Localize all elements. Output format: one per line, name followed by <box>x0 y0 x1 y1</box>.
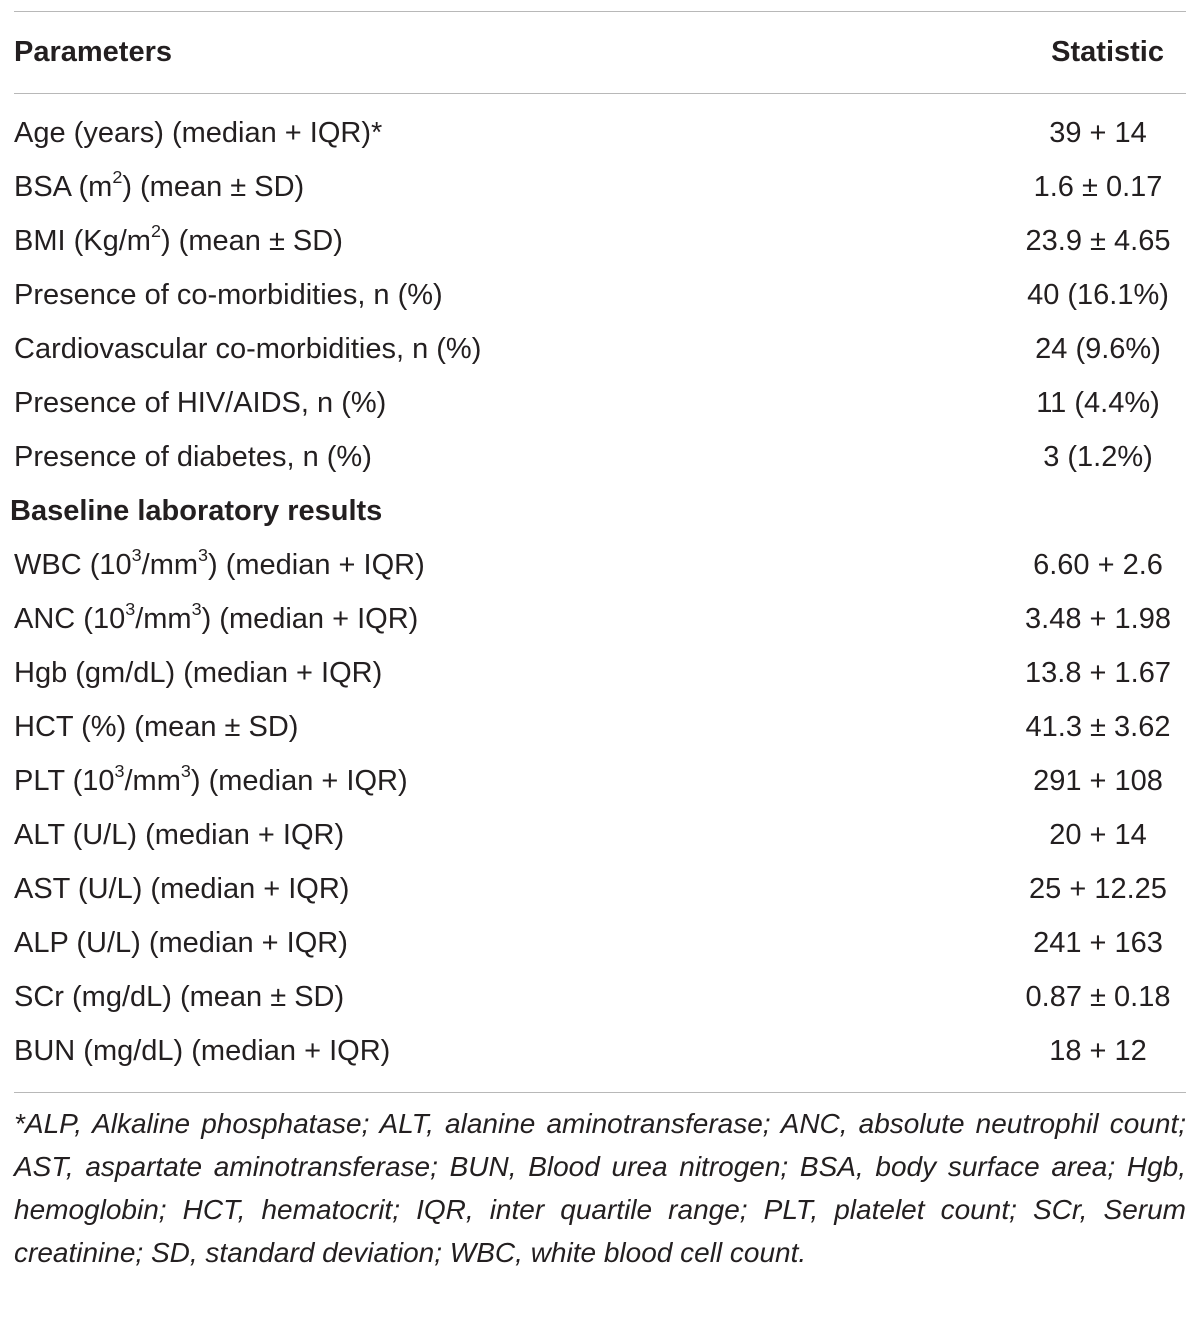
label-text: /mm <box>141 549 199 581</box>
superscript: 3 <box>131 544 142 565</box>
table-row <box>14 160 1186 214</box>
row-label <box>14 862 349 916</box>
table-row <box>14 700 1186 754</box>
row-label <box>14 268 443 322</box>
superscript: 3 <box>125 598 136 619</box>
row-value: 11 (4.4%) <box>1036 387 1160 419</box>
row-label <box>14 646 382 700</box>
row-label <box>14 808 344 862</box>
row-value: 13.8 + 1.67 <box>1025 657 1171 689</box>
row-label <box>14 916 348 970</box>
row-value: 3 (1.2%) <box>1043 441 1153 473</box>
label-text: WBC (10 <box>14 549 132 581</box>
row-value: 6.60 + 2.6 <box>1033 549 1163 581</box>
label-text: ) (mean ± SD) <box>122 171 305 203</box>
table-row <box>14 268 1186 322</box>
section-heading-row <box>10 484 1186 538</box>
row-value: 23.9 ± 4.65 <box>1025 225 1171 257</box>
label-text: SCr (mg/dL) (mean ± SD) <box>14 981 345 1013</box>
row-label <box>14 322 481 376</box>
label-text: Baseline laboratory results <box>10 495 383 527</box>
table-body <box>10 106 1186 1078</box>
label-text: HCT (%) (mean ± SD) <box>14 711 299 743</box>
table-row <box>14 214 1186 268</box>
statistic-header: Statistic <box>1051 36 1164 68</box>
superscript: 2 <box>150 220 161 241</box>
label-text: ) (median + IQR) <box>201 603 419 635</box>
table-row <box>14 808 1186 862</box>
label-text: /mm <box>124 765 181 797</box>
row-value: 41.3 ± 3.62 <box>1025 711 1171 743</box>
table-row <box>14 538 1186 592</box>
superscript: 3 <box>198 544 209 565</box>
top-rule <box>14 11 1186 12</box>
table-footnote: *ALP, Alkaline phosphatase; ALT, alanine aminotransferase; ANC, absolute neutrophil count; AST, aspartate aminotransferase; BUN, Blood urea nitrogen; BSA, body surface area; Hgb, hemoglobin; HCT, hematocrit; IQR, inter quartile range; PLT, platelet count; SCr, Serum creatinine; SD, standard deviation; WBC, white blood cell count. <box>14 1108 1186 1268</box>
label-text: PLT (10 <box>14 765 115 797</box>
table-row <box>14 862 1186 916</box>
label-text: ) (median + IQR) <box>208 549 425 581</box>
label-text: Cardiovascular co-morbidities, n (%) <box>14 333 482 365</box>
row-label <box>14 106 382 160</box>
row-value: 40 (16.1%) <box>1027 279 1169 311</box>
row-label <box>14 538 425 592</box>
row-value: 241 + 163 <box>1033 927 1163 959</box>
section-heading <box>10 484 382 538</box>
row-label <box>14 592 418 646</box>
table-header <box>14 26 1186 78</box>
label-text: BUN (mg/dL) (median + IQR) <box>14 1035 391 1067</box>
row-label <box>14 376 386 430</box>
row-label <box>14 160 304 214</box>
row-label <box>14 1024 390 1078</box>
row-value: 20 + 14 <box>1049 819 1147 851</box>
row-value: 291 + 108 <box>1033 765 1163 797</box>
row-label <box>14 970 344 1024</box>
label-text: AST (U/L) (median + IQR) <box>14 873 350 905</box>
row-label <box>14 754 408 808</box>
row-label <box>14 214 343 268</box>
label-text: BMI (Kg/m <box>14 225 151 257</box>
bottom-rule <box>14 1092 1186 1093</box>
label-text: Presence of HIV/AIDS, n (%) <box>14 387 387 419</box>
row-label <box>14 430 372 484</box>
superscript: 3 <box>191 598 202 619</box>
table-row <box>14 430 1186 484</box>
label-text: Presence of diabetes, n (%) <box>14 441 372 473</box>
superscript: 3 <box>180 760 191 781</box>
row-value: 39 + 14 <box>1049 117 1147 149</box>
superscript: 3 <box>114 760 125 781</box>
row-value: 1.6 ± 0.17 <box>1033 171 1163 203</box>
row-value: 25 + 12.25 <box>1029 873 1167 905</box>
table-row <box>14 646 1186 700</box>
table-row <box>14 1024 1186 1078</box>
table-row <box>14 754 1186 808</box>
parameters-header: Parameters <box>14 36 172 68</box>
table-row <box>14 322 1186 376</box>
label-text: ANC (10 <box>14 603 126 635</box>
label-text: /mm <box>135 603 192 635</box>
table-row <box>14 106 1186 160</box>
row-value: 0.87 ± 0.18 <box>1025 981 1171 1013</box>
label-text: BSA (m <box>14 171 113 203</box>
label-text: ) (median + IQR) <box>190 765 408 797</box>
table-row <box>14 376 1186 430</box>
superscript: 2 <box>112 166 123 187</box>
row-value: 18 + 12 <box>1049 1035 1147 1067</box>
header-rule <box>14 93 1186 94</box>
label-text: Hgb (gm/dL) (median + IQR) <box>14 657 383 689</box>
table-row <box>14 592 1186 646</box>
label-text: ALP (U/L) (median + IQR) <box>14 927 348 959</box>
row-value: 3.48 + 1.98 <box>1025 603 1171 635</box>
label-text: ) (mean ± SD) <box>160 225 343 257</box>
label-text: ALT (U/L) (median + IQR) <box>14 819 345 851</box>
table-row <box>14 916 1186 970</box>
label-text: Presence of co-morbidities, n (%) <box>14 279 443 311</box>
table-row <box>14 970 1186 1024</box>
label-text: Age (years) (median + IQR)* <box>14 117 383 149</box>
row-label <box>14 700 298 754</box>
row-value: 24 (9.6%) <box>1035 333 1161 365</box>
